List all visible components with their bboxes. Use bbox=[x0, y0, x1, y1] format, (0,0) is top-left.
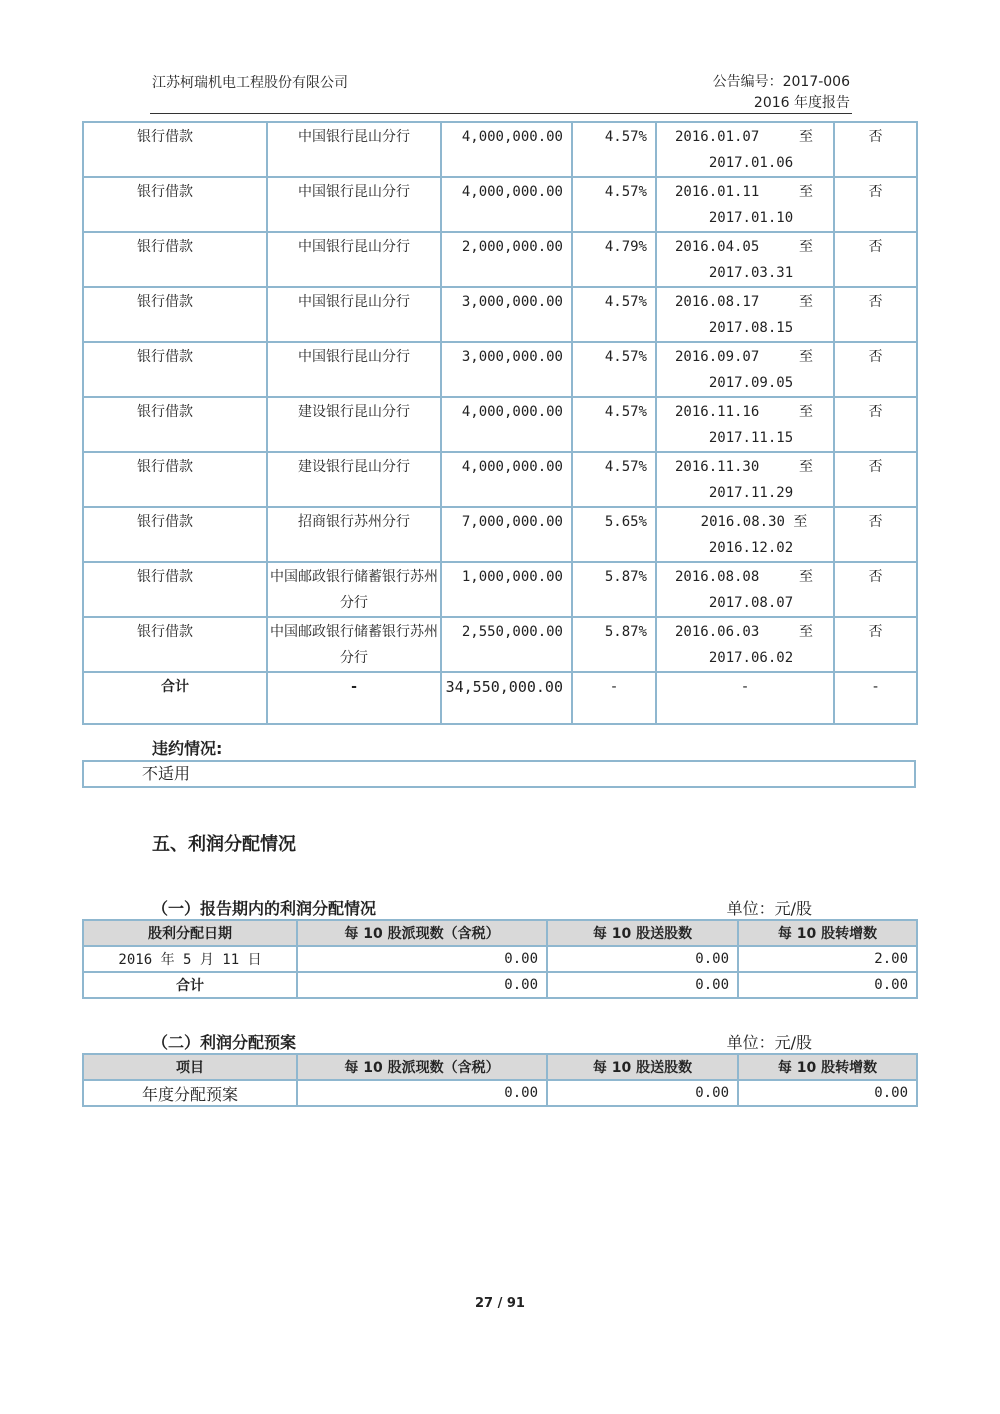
lender-name: 中国银行昆山分行 bbox=[267, 122, 441, 177]
lender-name: 中国银行昆山分行 bbox=[267, 177, 441, 232]
header-right bbox=[713, 72, 850, 114]
period-end: 2017.08.07 bbox=[708, 595, 794, 611]
period-start: 2016.09.07 bbox=[675, 349, 760, 365]
period-start: 2016.01.11 bbox=[675, 184, 760, 200]
period-start-line bbox=[675, 564, 833, 590]
period-separator: 至 bbox=[799, 404, 813, 420]
column-header: 每 10 股派现数（含税） bbox=[297, 920, 547, 946]
table-row bbox=[83, 177, 917, 232]
column-header: 股利分配日期 bbox=[83, 920, 297, 946]
period-start-line bbox=[675, 289, 833, 315]
bonus-value: 0.00 bbox=[547, 972, 738, 998]
lender-name: 中国银行昆山分行 bbox=[267, 342, 441, 397]
loan-type: 银行借款 bbox=[83, 232, 267, 287]
period-start: 2016.08.17 bbox=[675, 294, 760, 310]
loan-amount: 4,000,000.00 bbox=[441, 122, 572, 177]
loan-period bbox=[656, 122, 834, 177]
period-start-line bbox=[675, 619, 833, 645]
period-separator: 至 bbox=[799, 459, 813, 475]
table-total-row bbox=[83, 672, 917, 724]
section-title: 五、利润分配情况 bbox=[152, 834, 296, 855]
lender-name: 中国邮政银行储蓄银行苏州分行 bbox=[267, 617, 441, 672]
column-header: 每 10 股派现数（含税） bbox=[297, 1054, 547, 1080]
dist-plan-table bbox=[82, 1053, 918, 1107]
interest-rate: 4.57% bbox=[572, 177, 656, 232]
period-start: 2016.06.03 bbox=[675, 624, 760, 640]
header-rule bbox=[150, 113, 852, 114]
interest-rate: 4.79% bbox=[572, 232, 656, 287]
loan-type: 银行借款 bbox=[83, 397, 267, 452]
transfer-value: 0.00 bbox=[738, 972, 917, 998]
period-start: 2016.08.30 至 bbox=[700, 514, 808, 530]
loan-period bbox=[656, 232, 834, 287]
interest-rate: 5.87% bbox=[572, 617, 656, 672]
table-row bbox=[83, 1080, 917, 1106]
row-label: 合计 bbox=[83, 972, 297, 998]
overdue-flag: 否 bbox=[834, 507, 917, 562]
total-rate: - bbox=[572, 672, 656, 724]
overdue-flag: 否 bbox=[834, 177, 917, 232]
overdue-flag: 否 bbox=[834, 232, 917, 287]
period-end: 2017.01.10 bbox=[708, 210, 794, 226]
loan-period bbox=[656, 617, 834, 672]
table-row bbox=[83, 972, 917, 998]
lender-name: 中国银行昆山分行 bbox=[267, 232, 441, 287]
loan-type: 银行借款 bbox=[83, 342, 267, 397]
dist-period-title: （一）报告期内的利润分配情况 bbox=[152, 899, 377, 918]
lender-name: 招商银行苏州分行 bbox=[267, 507, 441, 562]
column-header: 每 10 股转增数 bbox=[738, 1054, 917, 1080]
total-amount: 34,550,000.00 bbox=[441, 672, 572, 724]
lender-name: 建设银行昆山分行 bbox=[267, 397, 441, 452]
overdue-flag: 否 bbox=[834, 452, 917, 507]
period-start: 2016.11.30 bbox=[675, 459, 760, 475]
breach-label: 违约情况: bbox=[152, 739, 223, 758]
period-start: 2016.01.07 bbox=[675, 129, 760, 145]
overdue-flag: 否 bbox=[834, 397, 917, 452]
bonus-value: 0.00 bbox=[547, 1080, 738, 1106]
dist-plan-unit: 单位：元/股 bbox=[726, 1033, 812, 1052]
interest-rate: 5.65% bbox=[572, 507, 656, 562]
bonus-value: 0.00 bbox=[547, 946, 738, 972]
total-overdue: - bbox=[834, 672, 917, 724]
table-row bbox=[83, 617, 917, 672]
dist-plan-title: （二）利润分配预案 bbox=[152, 1033, 297, 1052]
period-start-line bbox=[675, 454, 833, 480]
column-header: 每 10 股转增数 bbox=[738, 920, 917, 946]
cash-value: 0.00 bbox=[297, 1080, 547, 1106]
loan-amount: 3,000,000.00 bbox=[441, 342, 572, 397]
table-row bbox=[83, 946, 917, 972]
row-label: 年度分配预案 bbox=[83, 1080, 297, 1106]
period-separator: 至 bbox=[799, 624, 813, 640]
period-separator: 至 bbox=[799, 569, 813, 585]
period-end: 2017.01.06 bbox=[708, 155, 794, 171]
loan-period bbox=[656, 177, 834, 232]
loan-amount: 2,000,000.00 bbox=[441, 232, 572, 287]
interest-rate: 4.57% bbox=[572, 342, 656, 397]
table-row bbox=[83, 232, 917, 287]
period-start: 2016.08.08 bbox=[675, 569, 760, 585]
loan-amount: 4,000,000.00 bbox=[441, 397, 572, 452]
total-period: - bbox=[656, 672, 834, 724]
loan-type: 银行借款 bbox=[83, 562, 267, 617]
loan-type: 银行借款 bbox=[83, 122, 267, 177]
period-separator: 至 bbox=[799, 184, 813, 200]
period-end: 2017.08.15 bbox=[708, 320, 794, 336]
dist-period-unit: 单位：元/股 bbox=[726, 899, 812, 918]
period-end: 2017.03.31 bbox=[708, 265, 794, 281]
table-row bbox=[83, 342, 917, 397]
cash-value: 0.00 bbox=[297, 946, 547, 972]
overdue-flag: 否 bbox=[834, 617, 917, 672]
interest-rate: 4.57% bbox=[572, 122, 656, 177]
loan-amount: 2,550,000.00 bbox=[441, 617, 572, 672]
loan-type: 银行借款 bbox=[83, 287, 267, 342]
loan-type: 银行借款 bbox=[83, 507, 267, 562]
period-start-line bbox=[675, 344, 833, 370]
loan-period bbox=[656, 287, 834, 342]
table-row bbox=[83, 122, 917, 177]
table-row bbox=[83, 562, 917, 617]
period-separator: 至 bbox=[799, 294, 813, 310]
overdue-flag: 否 bbox=[834, 122, 917, 177]
overdue-flag: 否 bbox=[834, 342, 917, 397]
table-row bbox=[83, 507, 917, 562]
cash-value: 0.00 bbox=[297, 972, 547, 998]
loan-type: 银行借款 bbox=[83, 177, 267, 232]
breach-value: 不适用 bbox=[82, 760, 916, 788]
period-separator: 至 bbox=[799, 349, 813, 365]
period-start: 2016.04.05 bbox=[675, 239, 760, 255]
table-header-row bbox=[83, 920, 917, 946]
loan-table bbox=[82, 121, 918, 725]
loan-period bbox=[656, 342, 834, 397]
column-header: 项目 bbox=[83, 1054, 297, 1080]
interest-rate: 4.57% bbox=[572, 287, 656, 342]
interest-rate: 5.87% bbox=[572, 562, 656, 617]
interest-rate: 4.57% bbox=[572, 452, 656, 507]
loan-amount: 3,000,000.00 bbox=[441, 287, 572, 342]
total-bank: - bbox=[267, 672, 441, 724]
dist-period-table bbox=[82, 919, 918, 999]
table-row bbox=[83, 397, 917, 452]
period-end: 2017.06.02 bbox=[708, 650, 794, 666]
announcement-number: 公告编号：2017-006 bbox=[712, 74, 850, 90]
report-name: 2016 年度报告 bbox=[753, 95, 850, 111]
period-separator: 至 bbox=[799, 129, 813, 145]
loan-period bbox=[656, 397, 834, 452]
loan-amount: 4,000,000.00 bbox=[441, 177, 572, 232]
overdue-flag: 否 bbox=[834, 562, 917, 617]
loan-amount: 1,000,000.00 bbox=[441, 562, 572, 617]
lender-name: 中国邮政银行储蓄银行苏州分行 bbox=[267, 562, 441, 617]
period-start-line bbox=[675, 509, 833, 535]
lender-name: 建设银行昆山分行 bbox=[267, 452, 441, 507]
loan-period bbox=[656, 562, 834, 617]
loan-type: 银行借款 bbox=[83, 617, 267, 672]
period-end: 2017.11.29 bbox=[708, 485, 794, 501]
lender-name: 中国银行昆山分行 bbox=[267, 287, 441, 342]
period-end: 2017.11.15 bbox=[708, 430, 794, 446]
table-row bbox=[83, 287, 917, 342]
loan-period bbox=[656, 452, 834, 507]
total-label: 合计 bbox=[83, 672, 267, 724]
period-start: 2016.11.16 bbox=[675, 404, 760, 420]
loan-amount: 7,000,000.00 bbox=[441, 507, 572, 562]
column-header: 每 10 股送股数 bbox=[547, 1054, 738, 1080]
period-end: 2016.12.02 bbox=[708, 540, 794, 556]
table-row bbox=[83, 452, 917, 507]
period-end: 2017.09.05 bbox=[708, 375, 794, 391]
period-separator: 至 bbox=[799, 239, 813, 255]
page-number: 27 / 91 bbox=[475, 1296, 525, 1311]
table-header-row bbox=[83, 1054, 917, 1080]
loan-type: 银行借款 bbox=[83, 452, 267, 507]
overdue-flag: 否 bbox=[834, 287, 917, 342]
period-start-line bbox=[675, 234, 833, 260]
period-start-line bbox=[675, 399, 833, 425]
loan-amount: 4,000,000.00 bbox=[441, 452, 572, 507]
loan-period bbox=[656, 507, 834, 562]
company-name: 江苏柯瑞机电工程股份有限公司 bbox=[152, 75, 348, 91]
transfer-value: 0.00 bbox=[738, 1080, 917, 1106]
period-start-line bbox=[675, 124, 833, 150]
period-start-line bbox=[675, 179, 833, 205]
transfer-value: 2.00 bbox=[738, 946, 917, 972]
interest-rate: 4.57% bbox=[572, 397, 656, 452]
column-header: 每 10 股送股数 bbox=[547, 920, 738, 946]
row-label: 2016 年 5 月 11 日 bbox=[83, 946, 297, 972]
